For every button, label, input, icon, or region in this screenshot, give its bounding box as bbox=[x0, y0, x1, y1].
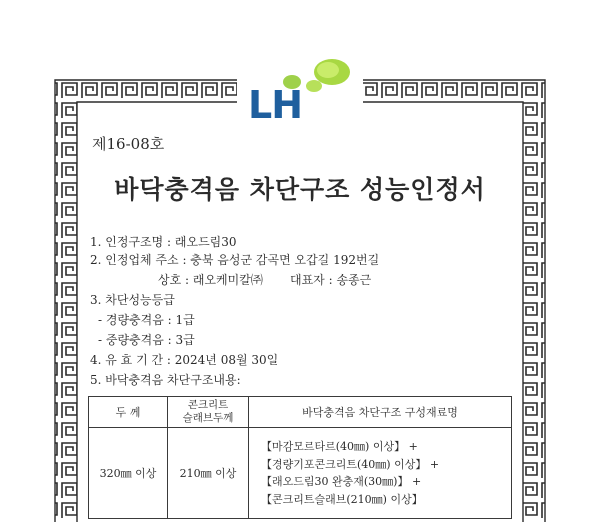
heavy-impact-grade: - 중량충격음 : 3급 bbox=[98, 333, 195, 347]
header-thickness: 두 께 bbox=[89, 397, 168, 428]
light-impact-grade: - 경량충격음 : 1급 bbox=[98, 313, 195, 327]
page-title: 바닥충격음 차단구조 성능인정서 bbox=[114, 175, 486, 204]
cell-thickness: 320㎜ 이상 bbox=[89, 428, 168, 519]
grade-heading: 3. 차단성능등급 bbox=[90, 293, 175, 307]
table-header-row bbox=[89, 397, 512, 428]
validity-period: 4. 유 효 기 간 : 2024년 08월 30일 bbox=[90, 353, 279, 367]
company-address: 2. 인정업체 주소 : 충북 음성군 감곡면 오갑길 192번길 bbox=[90, 253, 380, 267]
structure-name: 1. 인정구조명 : 래오드림30 bbox=[90, 235, 237, 249]
header-materials: 바닥충격음 차단구조 구성재료명 bbox=[249, 397, 512, 428]
material-item: 【래오드림30 완충재(30㎜)】 + bbox=[261, 475, 422, 488]
header-slab-line1: 콘크리트 bbox=[187, 399, 229, 411]
cell-slab: 210㎜ 이상 bbox=[168, 428, 249, 519]
table-row bbox=[89, 428, 512, 519]
lh-logo bbox=[240, 56, 360, 136]
header-slab-line2: 슬래브두께 bbox=[182, 412, 234, 424]
header-slab bbox=[168, 397, 249, 428]
material-item: 【경량기포콘크리트(40㎜) 이상】 + bbox=[261, 457, 440, 471]
cell-materials bbox=[249, 428, 512, 519]
certificate-number: 제16-08호 bbox=[92, 135, 165, 153]
lh-logo-text: LH bbox=[248, 83, 303, 127]
company-ceo: 대표자 : 송종근 bbox=[290, 273, 372, 287]
content-heading: 5. 바닥충격음 차단구조내용: bbox=[90, 373, 241, 387]
company-name: 상호 : 래오케미칼㈜ bbox=[158, 273, 263, 287]
material-item: 【콘크리트슬래브(210㎜) 이상】 bbox=[261, 492, 423, 506]
structure-spec-table bbox=[88, 396, 512, 519]
material-item: 【마감모르타르(40㎜) 이상】 + bbox=[261, 440, 418, 453]
